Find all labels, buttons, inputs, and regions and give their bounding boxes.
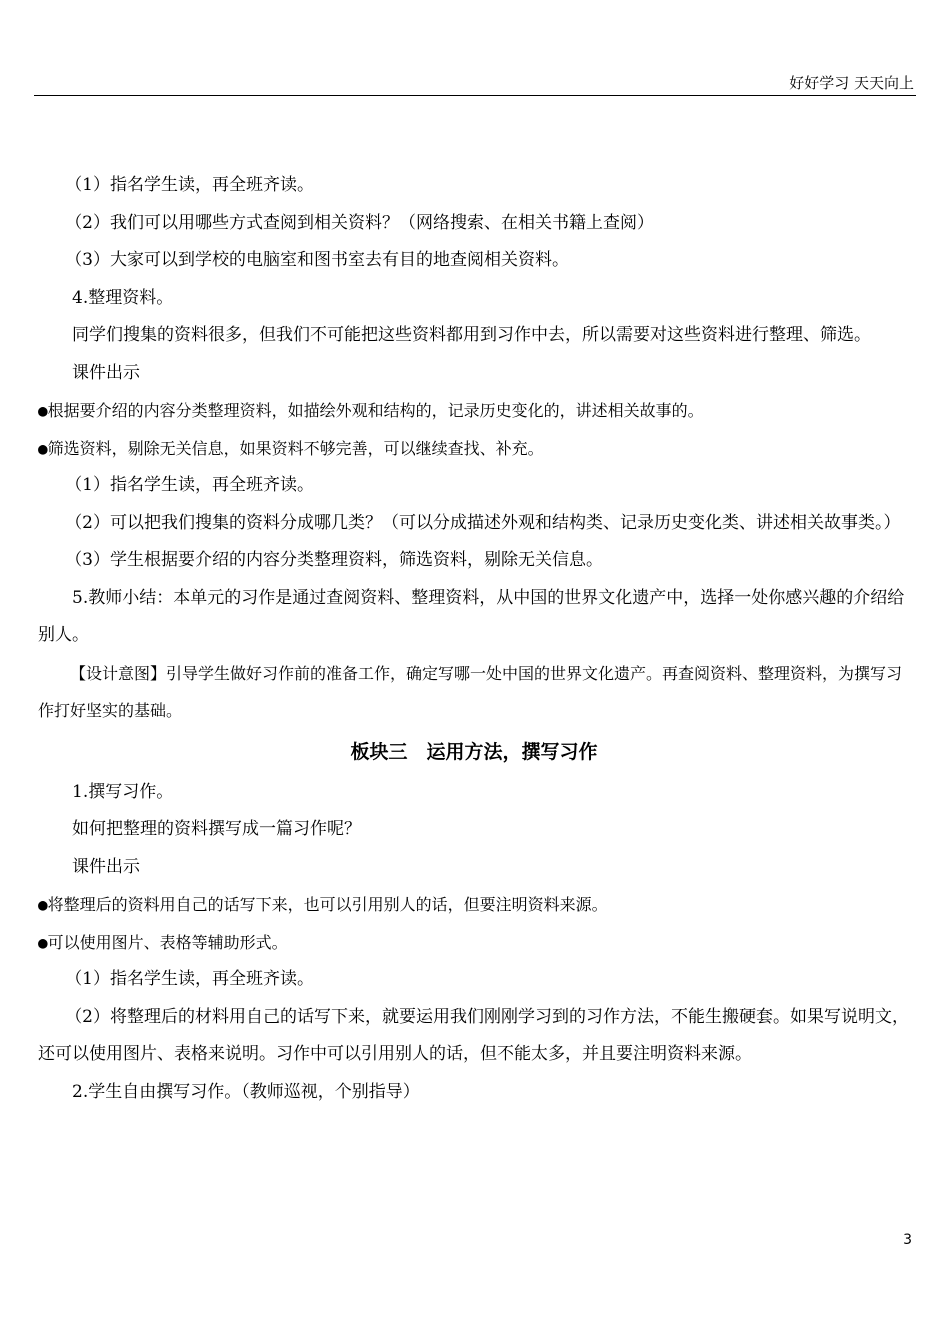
bullet-item: ●可以使用图片、表格等辅助形式。 [38, 932, 288, 952]
paragraph: （2）可以把我们搜集的资料分成哪几类？（可以分成描述外观和结构类、记录历史变化类、讲述相关故事类。） [65, 512, 901, 533]
paragraph: （3）学生根据要介绍的内容分类整理资料，筛选资料，剔除无关信息。 [65, 550, 604, 570]
paragraph: （1）指名学生读，再全班齐读。 [65, 175, 315, 195]
step-heading: 1.撰写习作。 [72, 781, 174, 802]
header-divider [34, 95, 916, 96]
header-slogan: 好好学习 天天向上 [789, 74, 914, 92]
paragraph: （2）我们可以用哪些方式查阅到相关资料？（网络搜索、在相关书籍上查阅） [65, 212, 655, 233]
page-number: 3 [903, 1232, 912, 1248]
paragraph: （3）大家可以到学校的电脑室和图书室去有目的地查阅相关资料。 [65, 250, 570, 270]
paragraph: 如何把整理的资料撰写成一篇习作呢？ [72, 819, 361, 839]
paragraph: （1）指名学生读，再全班齐读。 [65, 969, 315, 989]
courseware-label: 课件出示 [72, 362, 140, 383]
section-title: 板块三 运用方法，撰写习作 [350, 740, 598, 763]
bullet-item: ●筛选资料，剔除无关信息，如果资料不够完善，可以继续查找、补充。 [38, 438, 544, 458]
bullet-item: ●根据要介绍的内容分类整理资料，如描绘外观和结构的，记录历史变化的，讲述相关故事的。 [38, 401, 704, 420]
document-body [38, 167, 910, 1111]
paragraph: （1）指名学生读，再全班齐读。 [65, 475, 315, 495]
paragraph: （2）将整理后的材料用自己的话写下来，就要运用我们刚刚学习到的习作方法，不能生搬硬套。如果写说明文，还可以使用图片、表格来说明。习作中可以引用别人的话，但不能太多，并且要注明资料来源。 [38, 1006, 910, 1064]
paragraph: 同学们搜集的资料很多，但我们不可能把这些资料都用到习作中去，所以需要对这些资料进行整理、筛选。 [72, 325, 871, 345]
paragraph: 5.教师小结：本单元的习作是通过查阅资料、整理资料，从中国的世界文化遗产中，选择一处你感兴趣的介绍给别人。 [38, 587, 905, 645]
step-heading: 4.整理资料。 [72, 287, 174, 308]
courseware-label: 课件出示 [72, 856, 140, 877]
bullet-item: ●将整理后的资料用自己的话写下来，也可以引用别人的话，但要注明资料来源。 [38, 895, 608, 914]
design-intent: 【设计意图】引导学生做好习作前的准备工作，确定写哪一处中国的世界文化遗产。再查阅资料、整理资料，为撰写习作打好坚实的基础。 [38, 663, 903, 720]
step-heading: 2.学生自由撰写习作。（教师巡视，个别指导） [72, 1081, 420, 1102]
